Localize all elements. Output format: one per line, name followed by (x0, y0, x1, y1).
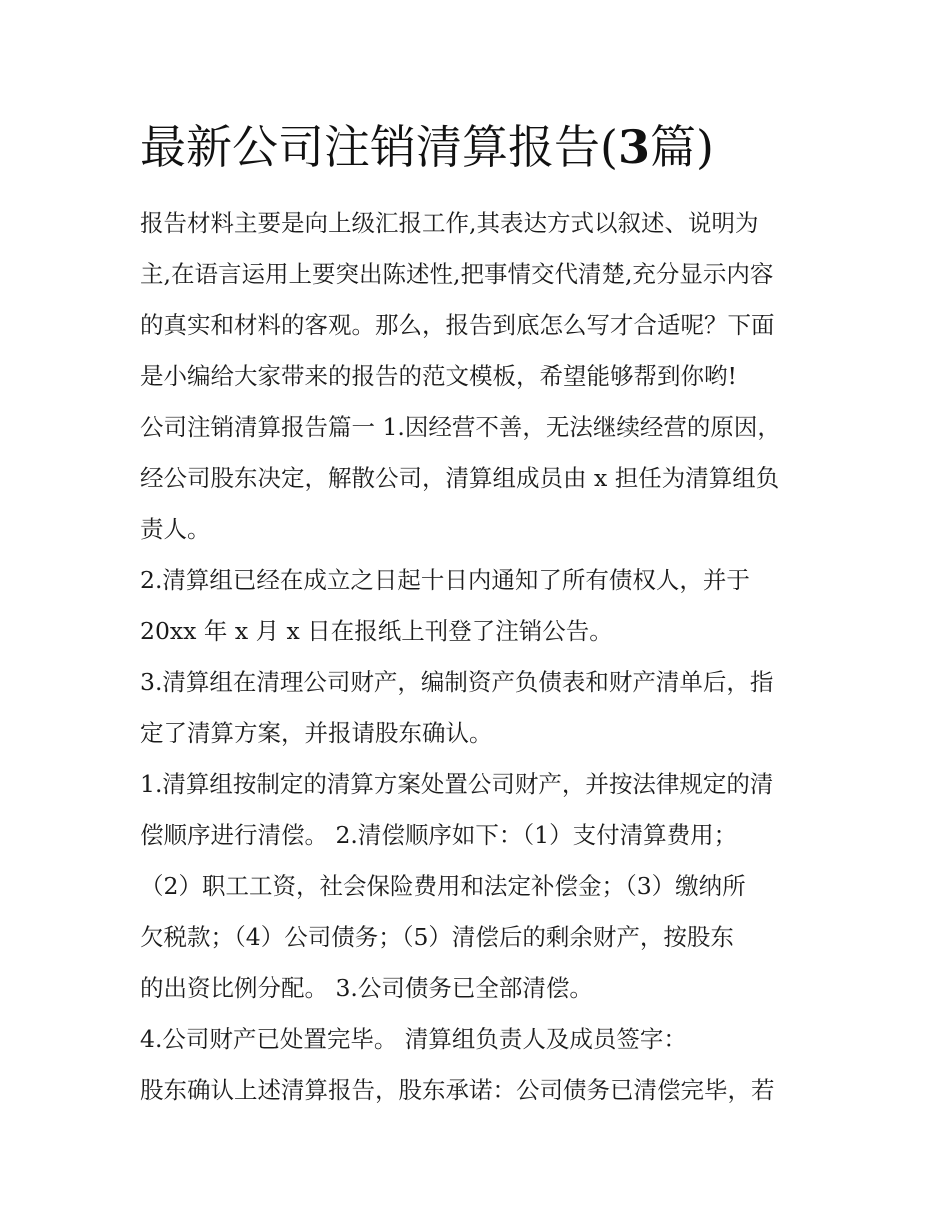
title-number: 3 (617, 120, 650, 174)
text-line-1: 报告材料主要是向上级汇报工作,其表达方式以叙述、说明为 (140, 209, 759, 237)
document-body (140, 198, 812, 1116)
text-line-8: 2.清算组已经在成立之日起十日内通知了所有债权人，并于 (140, 566, 750, 594)
text-line-9: 20xx 年 x 月 x 日在报纸上刊登了注销公告。 (140, 617, 613, 645)
text-line-4: 是小编给大家带来的报告的范文模板，希望能够帮到你哟! (140, 362, 737, 390)
text-line-18: 股东确认上述清算报告，股东承诺：公司债务已清偿完毕，若 (140, 1076, 775, 1104)
text-line-2: 主,在语言运用上要突出陈述性,把事情交代清楚,充分显示内容 (140, 260, 774, 288)
title-main: 最新公司注销清算报告( (140, 120, 618, 174)
text-line-5: 公司注销清算报告篇一 1.因经营不善，无法继续经营的原因， (140, 413, 781, 441)
text-line-7: 责人。 (140, 515, 211, 543)
page-title (140, 112, 812, 182)
text-line-13: 偿顺序进行清偿。 2.清偿顺序如下：（1）支付清算费用； (140, 821, 738, 849)
text-line-15: 欠税款；（4）公司债务；（5）清偿后的剩余财产，按股东 (140, 923, 734, 951)
text-line-12: 1.清算组按制定的清算方案处置公司财产，并按法律规定的清 (140, 770, 774, 798)
text-line-6: 经公司股东决定，解散公司，清算组成员由 x 担任为清算组负 (140, 464, 780, 492)
text-line-10: 3.清算组在清理公司财产，编制资产负债表和财产清单后，指 (140, 668, 774, 696)
text-line-11: 定了清算方案，并报请股东确认。 (140, 719, 493, 747)
text-line-14: （2）职工工资，社会保险费用和法定补偿金；（3）缴纳所 (140, 872, 746, 900)
title-end: 篇) (649, 120, 714, 174)
text-line-17: 4.公司财产已处置完毕。 清算组负责人及成员签字： (140, 1025, 687, 1053)
text-line-3: 的真实和材料的客观。那么，报告到底怎么写才合适呢？下面 (140, 311, 775, 339)
text-line-16: 的出资比例分配。 3.公司债务已全部清偿。 (140, 974, 593, 1002)
document-page (140, 112, 812, 1116)
